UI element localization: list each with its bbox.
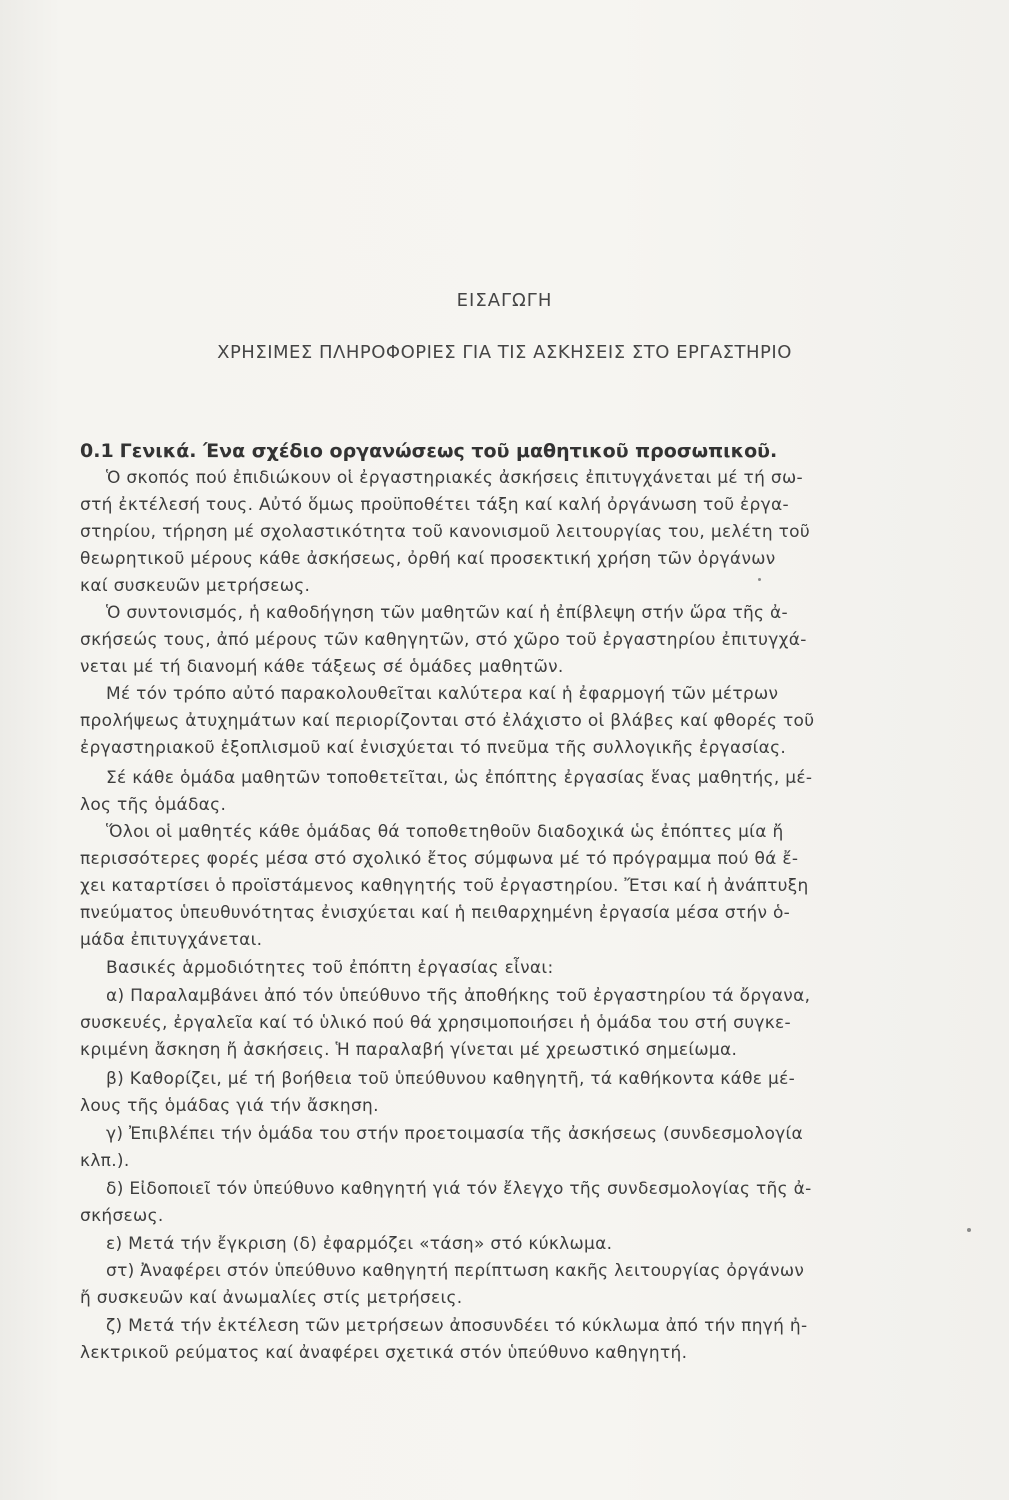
text-line: σκήσεως.: [80, 1206, 164, 1226]
text-line: ε) Μετά τήν ἔγκριση (δ) ἐφαρμόζει «τάση» στό κύκλωμα.: [106, 1234, 613, 1254]
text-line: κριμένη ἄσκηση ἤ ἀσκήσεις. Ἡ παραλαβή γίνεται μέ χρεωστικό σημείωμα.: [80, 1040, 738, 1060]
text-line: περισσότερες φορές μέσα στό σχολικό ἔτος σύμφωνα μέ τό πρόγραμμα πού θά ἔ-: [80, 849, 799, 869]
section-title: Γενικά. Ένα σχέδιο οργανώσεως τοῦ μαθητικοῦ προσωπικοῦ.: [119, 440, 778, 462]
text-line: Βασικές ἁρμοδιότητες τοῦ ἐπόπτη ἐργασίας εἶναι:: [106, 958, 554, 978]
text-line: ἐργαστηριακοῦ ἐξοπλισμοῦ καί ἐνισχύεται τό πνεῦμα τῆς συλλογικῆς ἐργασίας.: [80, 738, 787, 758]
text-line: λους τῆς ὁμάδας γιά τήν ἄσκηση.: [80, 1096, 379, 1116]
text-line: χει καταρτίσει ὁ προϊστάμενος καθηγητής τοῦ ἐργαστηρίου. Ἔτσι καί ἡ ἀνάπτυξη: [80, 876, 809, 896]
text-line: α) Παραλαμβάνει ἀπό τόν ὑπεύθυνο τῆς ἀποθήκης τοῦ ἐργαστηρίου τά ὄργανα,: [106, 986, 811, 1006]
text-line: συσκευές, ἐργαλεῖα καί τό ὑλικό πού θά χρησιμοποιήσει ἡ ὁμάδα του στή συγκε-: [80, 1013, 791, 1033]
section-number: 0.1: [80, 440, 114, 462]
text-line: σκήσεώς τους, ἀπό μέρους τῶν καθηγητῶν, στό χῶρο τοῦ ἐργαστηρίου ἐπιτυγχά-: [80, 630, 807, 650]
text-line: στή ἐκτέλεσή τους. Αὐτό ὅμως προϋποθέτει τάξη καί καλή ὀργάνωση τοῦ ἐργα-: [80, 495, 789, 515]
text-line: στηρίου, τήρηση μέ σχολαστικότητα τοῦ κανονισμοῦ λειτουργίας του, μελέτη τοῦ: [80, 522, 810, 542]
text-line: νεται μέ τή διανομή κάθε τάξεως σέ ὁμάδες μαθητῶν.: [80, 657, 564, 677]
text-line: γ) Ἐπιβλέπει τήν ὁμάδα του στήν προετοιμασία τῆς ἀσκήσεως (συνδεσμολογία: [106, 1124, 804, 1144]
text-line: ζ) Μετά τήν ἐκτέλεση τῶν μετρήσεων ἀποσυνδέει τό κύκλωμα ἀπό τήν πηγή ἠ-: [106, 1316, 808, 1336]
text-line: Ὁ συντονισμός, ἡ καθοδήγηση τῶν μαθητῶν καί ἡ ἐπίβλεψη στήν ὥρα τῆς ἀ-: [106, 603, 788, 623]
page-subtitle: ΧΡΗΣΙΜΕΣ ΠΛΗΡΟΦΟΡΙΕΣ ΓΙΑ ΤΙΣ ΑΣΚΗΣΕΙΣ ΣΤΟ ΕΡΓΑΣΤΗΡΙΟ: [217, 342, 792, 363]
page-title: ΕΙΣΑΓΩΓΗ: [456, 290, 553, 311]
text-line: Σέ κάθε ὁμάδα μαθητῶν τοποθετεῖται, ὡς ἐπόπτης ἐργασίας ἕνας μαθητής, μέ-: [106, 768, 813, 788]
text-line: καί συσκευῶν μετρήσεως.: [80, 576, 311, 596]
text-line: Ὁ σκοπός πού ἐπιδιώκουν οἱ ἐργαστηριακές ἀσκήσεις ἐπιτυγχάνεται μέ τή σω-: [106, 468, 803, 488]
text-line: προλήψεως ἀτυχημάτων καί περιορίζονται στό ἐλάχιστο οἱ βλάβες καί φθορές τοῦ: [80, 711, 815, 731]
text-line: μάδα ἐπιτυγχάνεται.: [80, 930, 263, 950]
text-line: πνεύματος ὑπευθυνότητας ἐνισχύεται καί ἡ πειθαρχημένη ἐργασία μέσα στήν ὁ-: [80, 903, 791, 923]
paper-speck: [967, 1228, 971, 1232]
text-line: θεωρητικοῦ μέρους κάθε ἀσκήσεως, ὀρθή καί προσεκτική χρήση τῶν ὀργάνων: [80, 549, 776, 569]
text-line: ἤ συσκευῶν καί ἀνωμαλίες στίς μετρήσεις.: [80, 1288, 463, 1308]
paper-speck: [758, 578, 761, 581]
text-line: κλπ.).: [80, 1151, 130, 1171]
text-line: λεκτρικοῦ ρεύματος καί ἀναφέρει σχετικά στόν ὑπεύθυνο καθηγητή.: [80, 1343, 688, 1363]
text-line: Ὅλοι οἱ μαθητές κάθε ὁμάδας θά τοποθετηθοῦν διαδοχικά ὡς ἐπόπτες μία ἤ: [106, 822, 784, 842]
text-line: λος τῆς ὁμάδας.: [80, 795, 227, 815]
text-line: δ) Εἰδοποιεῖ τόν ὑπεύθυνο καθηγητή γιά τόν ἔλεγχο τῆς συνδεσμολογίας τῆς ἀ-: [106, 1179, 812, 1199]
section-heading: [80, 440, 777, 462]
text-line: Μέ τόν τρόπο αὐτό παρακολουθεῖται καλύτερα καί ἡ ἐφαρμογή τῶν μέτρων: [106, 684, 779, 704]
text-line: β) Καθορίζει, μέ τή βοήθεια τοῦ ὑπεύθυνου καθηγητῆ, τά καθήκοντα κάθε μέ-: [106, 1069, 796, 1089]
text-line: στ) Ἀναφέρει στόν ὑπεύθυνο καθηγητή περίπτωση κακῆς λειτουργίας ὀργάνων: [106, 1261, 805, 1281]
